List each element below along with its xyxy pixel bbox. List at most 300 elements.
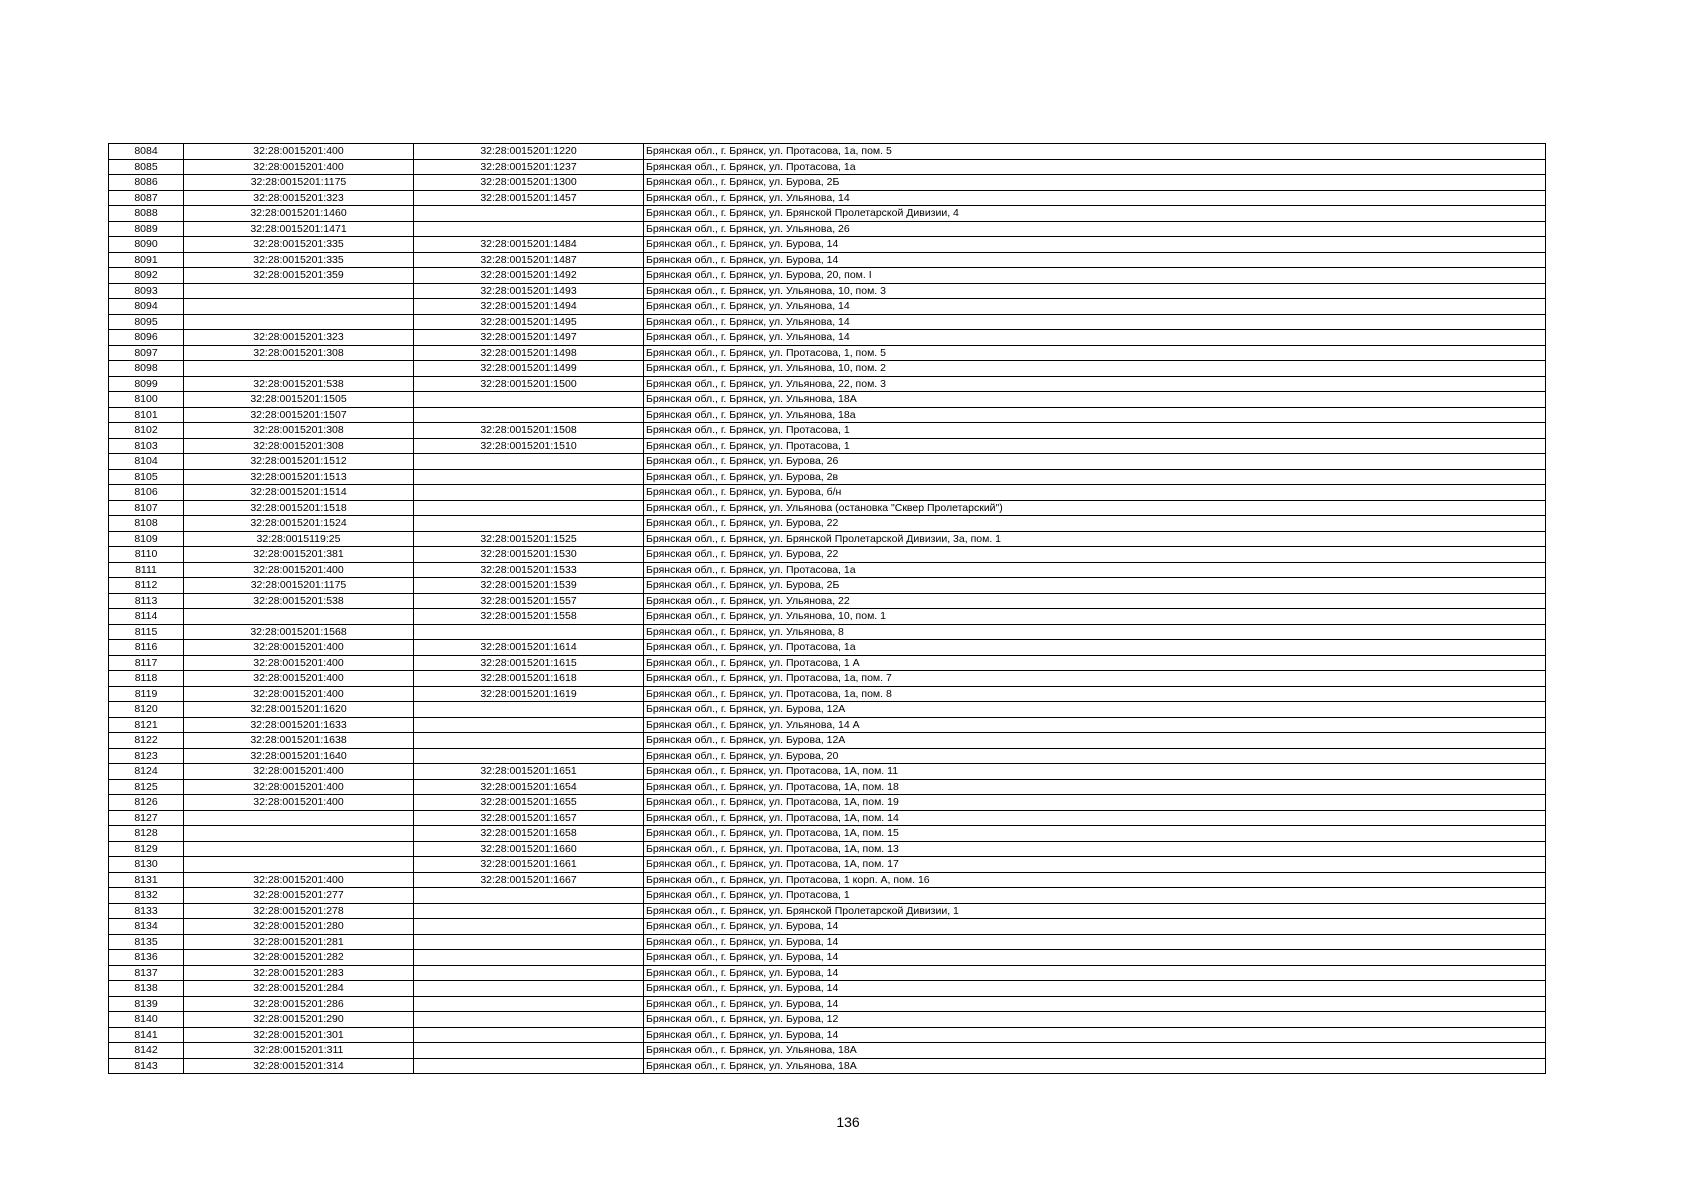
address-cell: Брянская обл., г. Брянск, ул. Бурова, 20: [644, 748, 1546, 764]
land-parcel-number-cell: 32:28:0015201:1471: [184, 221, 414, 237]
object-number-cell: [414, 1027, 644, 1043]
row-number-cell: 8120: [109, 702, 184, 718]
table-row: [109, 841, 1546, 857]
row-number-cell: 8126: [109, 795, 184, 811]
land-parcel-number-cell: 32:28:0015201:278: [184, 903, 414, 919]
address-cell: Брянская обл., г. Брянск, ул. Ульянова, 10, пом. 1: [644, 609, 1546, 625]
land-parcel-number-cell: 32:28:0015119:25: [184, 531, 414, 547]
table-row: [109, 779, 1546, 795]
table-row: [109, 996, 1546, 1012]
land-parcel-number-cell: 32:28:0015201:1175: [184, 175, 414, 191]
land-parcel-number-cell: 32:28:0015201:1620: [184, 702, 414, 718]
row-number-cell: 8131: [109, 872, 184, 888]
object-number-cell: [414, 516, 644, 532]
object-number-cell: 32:28:0015201:1300: [414, 175, 644, 191]
object-number-cell: 32:28:0015201:1651: [414, 764, 644, 780]
object-number-cell: 32:28:0015201:1525: [414, 531, 644, 547]
table-row: [109, 423, 1546, 439]
land-parcel-number-cell: 32:28:0015201:1460: [184, 206, 414, 222]
land-parcel-number-cell: 32:28:0015201:1513: [184, 469, 414, 485]
address-cell: Брянская обл., г. Брянск, ул. Протасова, 1а: [644, 159, 1546, 175]
table-row: [109, 795, 1546, 811]
object-number-cell: [414, 996, 644, 1012]
object-number-cell: [414, 485, 644, 501]
address-cell: Брянская обл., г. Брянск, ул. Брянской Пролетарской Дивизии, 1: [644, 903, 1546, 919]
land-parcel-number-cell: 32:28:0015201:1568: [184, 624, 414, 640]
row-number-cell: 8105: [109, 469, 184, 485]
table-row: [109, 376, 1546, 392]
table-row: [109, 438, 1546, 454]
row-number-cell: 8129: [109, 841, 184, 857]
row-number-cell: 8133: [109, 903, 184, 919]
object-number-cell: 32:28:0015201:1500: [414, 376, 644, 392]
object-number-cell: [414, 965, 644, 981]
address-cell: Брянская обл., г. Брянск, ул. Бурова, 2Б: [644, 175, 1546, 191]
object-number-cell: 32:28:0015201:1484: [414, 237, 644, 253]
land-parcel-number-cell: [184, 857, 414, 873]
address-cell: Брянская обл., г. Брянск, ул. Ульянова, 10, пом. 2: [644, 361, 1546, 377]
address-cell: Брянская обл., г. Брянск, ул. Протасова, 1а: [644, 640, 1546, 656]
row-number-cell: 8125: [109, 779, 184, 795]
object-number-cell: 32:28:0015201:1508: [414, 423, 644, 439]
row-number-cell: 8087: [109, 190, 184, 206]
table-row: [109, 624, 1546, 640]
row-number-cell: 8099: [109, 376, 184, 392]
land-parcel-number-cell: 32:28:0015201:323: [184, 190, 414, 206]
address-cell: Брянская обл., г. Брянск, ул. Ульянова (остановка "Сквер Пролетарский"): [644, 500, 1546, 516]
table-row: [109, 934, 1546, 950]
row-number-cell: 8101: [109, 407, 184, 423]
table-row: [109, 547, 1546, 563]
land-parcel-number-cell: 32:28:0015201:308: [184, 438, 414, 454]
address-cell: Брянская обл., г. Брянск, ул. Бурова, б/н: [644, 485, 1546, 501]
table-row: [109, 345, 1546, 361]
address-cell: Брянская обл., г. Брянск, ул. Ульянова, 14: [644, 190, 1546, 206]
row-number-cell: 8132: [109, 888, 184, 904]
row-number-cell: 8091: [109, 252, 184, 268]
table-row: [109, 748, 1546, 764]
row-number-cell: 8110: [109, 547, 184, 563]
land-parcel-number-cell: 32:28:0015201:400: [184, 562, 414, 578]
address-cell: Брянская обл., г. Брянск, ул. Ульянова, 22, пом. 3: [644, 376, 1546, 392]
address-cell: Брянская обл., г. Брянск, ул. Ульянова, 10, пом. 3: [644, 283, 1546, 299]
address-cell: Брянская обл., г. Брянск, ул. Ульянова, 18А: [644, 392, 1546, 408]
address-cell: Брянская обл., г. Брянск, ул. Ульянова, 18А: [644, 1043, 1546, 1059]
object-number-cell: [414, 950, 644, 966]
table-row: [109, 686, 1546, 702]
row-number-cell: 8115: [109, 624, 184, 640]
row-number-cell: 8116: [109, 640, 184, 656]
land-parcel-number-cell: 32:28:0015201:538: [184, 376, 414, 392]
table-row: [109, 950, 1546, 966]
address-cell: Брянская обл., г. Брянск, ул. Ульянова, 18А: [644, 1058, 1546, 1074]
land-parcel-number-cell: 32:28:0015201:282: [184, 950, 414, 966]
row-number-cell: 8118: [109, 671, 184, 687]
address-cell: Брянская обл., г. Брянск, ул. Бурова, 14: [644, 237, 1546, 253]
address-cell: Брянская обл., г. Брянск, ул. Протасова, 1: [644, 438, 1546, 454]
address-cell: Брянская обл., г. Брянск, ул. Протасова, 1, пом. 5: [644, 345, 1546, 361]
address-cell: Брянская обл., г. Брянск, ул. Бурова, 12А: [644, 733, 1546, 749]
table-row: [109, 903, 1546, 919]
land-parcel-number-cell: 32:28:0015201:400: [184, 779, 414, 795]
table-row: [109, 810, 1546, 826]
land-parcel-number-cell: 32:28:0015201:277: [184, 888, 414, 904]
land-parcel-number-cell: [184, 841, 414, 857]
row-number-cell: 8093: [109, 283, 184, 299]
object-number-cell: [414, 702, 644, 718]
row-number-cell: 8097: [109, 345, 184, 361]
table-row: [109, 919, 1546, 935]
row-number-cell: 8084: [109, 144, 184, 160]
address-cell: Брянская обл., г. Брянск, ул. Протасова, 1 корп. А, пом. 16: [644, 872, 1546, 888]
object-number-cell: [414, 206, 644, 222]
land-parcel-number-cell: 32:28:0015201:308: [184, 423, 414, 439]
address-cell: Брянская обл., г. Брянск, ул. Бурова, 14: [644, 934, 1546, 950]
object-number-cell: [414, 221, 644, 237]
object-number-cell: 32:28:0015201:1539: [414, 578, 644, 594]
table-row: [109, 454, 1546, 470]
land-parcel-number-cell: 32:28:0015201:1640: [184, 748, 414, 764]
table-row: [109, 872, 1546, 888]
object-number-cell: 32:28:0015201:1495: [414, 314, 644, 330]
table-row: [109, 175, 1546, 191]
row-number-cell: 8089: [109, 221, 184, 237]
address-cell: Брянская обл., г. Брянск, ул. Протасова, 1А, пом. 18: [644, 779, 1546, 795]
row-number-cell: 8095: [109, 314, 184, 330]
table-row: [109, 330, 1546, 346]
object-number-cell: [414, 392, 644, 408]
row-number-cell: 8128: [109, 826, 184, 842]
table-row: [109, 469, 1546, 485]
row-number-cell: 8143: [109, 1058, 184, 1074]
row-number-cell: 8121: [109, 717, 184, 733]
land-parcel-number-cell: 32:28:0015201:538: [184, 593, 414, 609]
address-cell: Брянская обл., г. Брянск, ул. Протасова, 1А, пом. 15: [644, 826, 1546, 842]
land-parcel-number-cell: 32:28:0015201:311: [184, 1043, 414, 1059]
row-number-cell: 8134: [109, 919, 184, 935]
object-number-cell: 32:28:0015201:1615: [414, 655, 644, 671]
address-cell: Брянская обл., г. Брянск, ул. Бурова, 22: [644, 516, 1546, 532]
address-cell: Брянская обл., г. Брянск, ул. Бурова, 14: [644, 965, 1546, 981]
land-parcel-number-cell: 32:28:0015201:323: [184, 330, 414, 346]
address-cell: Брянская обл., г. Брянск, ул. Ульянова, 14 А: [644, 717, 1546, 733]
table-row: [109, 190, 1546, 206]
row-number-cell: 8098: [109, 361, 184, 377]
object-number-cell: 32:28:0015201:1497: [414, 330, 644, 346]
table-row: [109, 283, 1546, 299]
object-number-cell: 32:28:0015201:1658: [414, 826, 644, 842]
page-number: 136: [836, 1114, 860, 1130]
address-cell: Брянская обл., г. Брянск, ул. Протасова, 1А, пом. 14: [644, 810, 1546, 826]
object-number-cell: [414, 500, 644, 516]
land-parcel-number-cell: 32:28:0015201:1175: [184, 578, 414, 594]
land-parcel-number-cell: 32:28:0015201:400: [184, 144, 414, 160]
table-row: [109, 159, 1546, 175]
object-number-cell: 32:28:0015201:1492: [414, 268, 644, 284]
land-parcel-number-cell: 32:28:0015201:335: [184, 252, 414, 268]
object-number-cell: 32:28:0015201:1655: [414, 795, 644, 811]
land-parcel-number-cell: 32:28:0015201:283: [184, 965, 414, 981]
object-number-cell: 32:28:0015201:1661: [414, 857, 644, 873]
object-number-cell: 32:28:0015201:1654: [414, 779, 644, 795]
object-number-cell: 32:28:0015201:1619: [414, 686, 644, 702]
row-number-cell: 8123: [109, 748, 184, 764]
table-row: [109, 717, 1546, 733]
object-number-cell: [414, 624, 644, 640]
address-cell: Брянская обл., г. Брянск, ул. Ульянова, 26: [644, 221, 1546, 237]
table-row: [109, 314, 1546, 330]
object-number-cell: [414, 733, 644, 749]
row-number-cell: 8102: [109, 423, 184, 439]
address-cell: Брянская обл., г. Брянск, ул. Бурова, 2в: [644, 469, 1546, 485]
address-cell: Брянская обл., г. Брянск, ул. Брянской Пролетарской Дивизии, 4: [644, 206, 1546, 222]
table-row: [109, 888, 1546, 904]
row-number-cell: 8085: [109, 159, 184, 175]
address-cell: Брянская обл., г. Брянск, ул. Бурова, 20, пом. I: [644, 268, 1546, 284]
row-number-cell: 8107: [109, 500, 184, 516]
object-number-cell: [414, 981, 644, 997]
object-number-cell: 32:28:0015201:1510: [414, 438, 644, 454]
address-cell: Брянская обл., г. Брянск, ул. Протасова, 1а, пом. 7: [644, 671, 1546, 687]
address-cell: Брянская обл., г. Брянск, ул. Бурова, 2Б: [644, 578, 1546, 594]
address-cell: Брянская обл., г. Брянск, ул. Ульянова, 14: [644, 299, 1546, 315]
address-cell: Брянская обл., г. Брянск, ул. Бурова, 12А: [644, 702, 1546, 718]
land-parcel-number-cell: 32:28:0015201:400: [184, 640, 414, 656]
land-parcel-number-cell: 32:28:0015201:1524: [184, 516, 414, 532]
row-number-cell: 8108: [109, 516, 184, 532]
address-cell: Брянская обл., г. Брянск, ул. Протасова, 1а: [644, 562, 1546, 578]
address-cell: Брянская обл., г. Брянск, ул. Протасова, 1А, пом. 11: [644, 764, 1546, 780]
table-row: [109, 1027, 1546, 1043]
land-parcel-number-cell: 32:28:0015201:400: [184, 655, 414, 671]
row-number-cell: 8117: [109, 655, 184, 671]
land-parcel-number-cell: [184, 361, 414, 377]
table-row: [109, 640, 1546, 656]
object-number-cell: [414, 1043, 644, 1059]
address-cell: Брянская обл., г. Брянск, ул. Протасова, 1а, пом. 8: [644, 686, 1546, 702]
land-parcel-number-cell: 32:28:0015201:286: [184, 996, 414, 1012]
table-row: [109, 733, 1546, 749]
table-row: [109, 1058, 1546, 1074]
object-number-cell: 32:28:0015201:1493: [414, 283, 644, 299]
object-number-cell: 32:28:0015201:1530: [414, 547, 644, 563]
address-cell: Брянская обл., г. Брянск, ул. Протасова, 1: [644, 423, 1546, 439]
land-parcel-number-cell: 32:28:0015201:400: [184, 671, 414, 687]
table-row: [109, 578, 1546, 594]
row-number-cell: 8122: [109, 733, 184, 749]
row-number-cell: 8138: [109, 981, 184, 997]
land-parcel-number-cell: [184, 826, 414, 842]
row-number-cell: 8104: [109, 454, 184, 470]
object-number-cell: [414, 469, 644, 485]
object-number-cell: [414, 454, 644, 470]
land-parcel-number-cell: 32:28:0015201:400: [184, 764, 414, 780]
address-cell: Брянская обл., г. Брянск, ул. Протасова, 1: [644, 888, 1546, 904]
address-cell: Брянская обл., г. Брянск, ул. Ульянова, 8: [644, 624, 1546, 640]
row-number-cell: 8137: [109, 965, 184, 981]
table-row: [109, 392, 1546, 408]
table-row: [109, 407, 1546, 423]
object-number-cell: 32:28:0015201:1558: [414, 609, 644, 625]
table-row: [109, 562, 1546, 578]
row-number-cell: 8135: [109, 934, 184, 950]
address-cell: Брянская обл., г. Брянск, ул. Ульянова, 18а: [644, 407, 1546, 423]
object-number-cell: [414, 934, 644, 950]
table-row: [109, 206, 1546, 222]
table-row: [109, 237, 1546, 253]
object-number-cell: [414, 888, 644, 904]
row-number-cell: 8088: [109, 206, 184, 222]
table-row: [109, 144, 1546, 160]
object-number-cell: 32:28:0015201:1220: [414, 144, 644, 160]
address-cell: Брянская обл., г. Брянск, ул. Протасова, 1А, пом. 19: [644, 795, 1546, 811]
address-cell: Брянская обл., г. Брянск, ул. Бурова, 14: [644, 950, 1546, 966]
row-number-cell: 8127: [109, 810, 184, 826]
object-number-cell: [414, 748, 644, 764]
row-number-cell: 8141: [109, 1027, 184, 1043]
row-number-cell: 8113: [109, 593, 184, 609]
row-number-cell: 8112: [109, 578, 184, 594]
land-parcel-number-cell: 32:28:0015201:335: [184, 237, 414, 253]
object-number-cell: 32:28:0015201:1618: [414, 671, 644, 687]
address-cell: Брянская обл., г. Брянск, ул. Бурова, 14: [644, 1027, 1546, 1043]
object-number-cell: [414, 919, 644, 935]
table-row: [109, 965, 1546, 981]
land-parcel-number-cell: 32:28:0015201:281: [184, 934, 414, 950]
table-row: [109, 655, 1546, 671]
table-row: [109, 671, 1546, 687]
row-number-cell: 8106: [109, 485, 184, 501]
table-row: [109, 221, 1546, 237]
address-cell: Брянская обл., г. Брянск, ул. Бурова, 14: [644, 252, 1546, 268]
land-parcel-number-cell: 32:28:0015201:400: [184, 159, 414, 175]
land-parcel-number-cell: [184, 283, 414, 299]
registry-table-body: [109, 144, 1546, 1074]
table-row: [109, 500, 1546, 516]
table-row: [109, 609, 1546, 625]
object-number-cell: 32:28:0015201:1533: [414, 562, 644, 578]
object-number-cell: 32:28:0015201:1557: [414, 593, 644, 609]
land-parcel-number-cell: [184, 299, 414, 315]
row-number-cell: 8130: [109, 857, 184, 873]
land-parcel-number-cell: [184, 609, 414, 625]
land-parcel-number-cell: [184, 810, 414, 826]
table-row: [109, 593, 1546, 609]
registry-table: [108, 143, 1546, 1074]
table-row: [109, 299, 1546, 315]
table-row: [109, 1043, 1546, 1059]
land-parcel-number-cell: 32:28:0015201:1633: [184, 717, 414, 733]
table-row: [109, 361, 1546, 377]
land-parcel-number-cell: 32:28:0015201:1512: [184, 454, 414, 470]
land-parcel-number-cell: [184, 314, 414, 330]
address-cell: Брянская обл., г. Брянск, ул. Бурова, 12: [644, 1012, 1546, 1028]
row-number-cell: 8136: [109, 950, 184, 966]
address-cell: Брянская обл., г. Брянск, ул. Бурова, 14: [644, 919, 1546, 935]
table-row: [109, 531, 1546, 547]
land-parcel-number-cell: 32:28:0015201:400: [184, 872, 414, 888]
object-number-cell: 32:28:0015201:1667: [414, 872, 644, 888]
land-parcel-number-cell: 32:28:0015201:400: [184, 795, 414, 811]
object-number-cell: [414, 407, 644, 423]
object-number-cell: [414, 1058, 644, 1074]
land-parcel-number-cell: 32:28:0015201:1638: [184, 733, 414, 749]
object-number-cell: 32:28:0015201:1499: [414, 361, 644, 377]
row-number-cell: 8142: [109, 1043, 184, 1059]
row-number-cell: 8119: [109, 686, 184, 702]
object-number-cell: 32:28:0015201:1494: [414, 299, 644, 315]
land-parcel-number-cell: 32:28:0015201:381: [184, 547, 414, 563]
row-number-cell: 8096: [109, 330, 184, 346]
table-row: [109, 485, 1546, 501]
row-number-cell: 8103: [109, 438, 184, 454]
table-row: [109, 1012, 1546, 1028]
land-parcel-number-cell: 32:28:0015201:314: [184, 1058, 414, 1074]
land-parcel-number-cell: 32:28:0015201:301: [184, 1027, 414, 1043]
row-number-cell: 8086: [109, 175, 184, 191]
object-number-cell: 32:28:0015201:1660: [414, 841, 644, 857]
table-row: [109, 826, 1546, 842]
row-number-cell: 8114: [109, 609, 184, 625]
row-number-cell: 8094: [109, 299, 184, 315]
address-cell: Брянская обл., г. Брянск, ул. Бурова, 14: [644, 996, 1546, 1012]
row-number-cell: 8109: [109, 531, 184, 547]
object-number-cell: 32:28:0015201:1498: [414, 345, 644, 361]
table-row: [109, 516, 1546, 532]
table-row: [109, 268, 1546, 284]
object-number-cell: 32:28:0015201:1487: [414, 252, 644, 268]
address-cell: Брянская обл., г. Брянск, ул. Ульянова, 14: [644, 314, 1546, 330]
row-number-cell: 8092: [109, 268, 184, 284]
object-number-cell: [414, 903, 644, 919]
table-row: [109, 252, 1546, 268]
address-cell: Брянская обл., г. Брянск, ул. Протасова, 1а, пом. 5: [644, 144, 1546, 160]
table-row: [109, 702, 1546, 718]
address-cell: Брянская обл., г. Брянск, ул. Бурова, 26: [644, 454, 1546, 470]
object-number-cell: 32:28:0015201:1614: [414, 640, 644, 656]
row-number-cell: 8139: [109, 996, 184, 1012]
address-cell: Брянская обл., г. Брянск, ул. Протасова, 1А, пом. 13: [644, 841, 1546, 857]
address-cell: Брянская обл., г. Брянск, ул. Ульянова, 14: [644, 330, 1546, 346]
land-parcel-number-cell: 32:28:0015201:308: [184, 345, 414, 361]
land-parcel-number-cell: 32:28:0015201:290: [184, 1012, 414, 1028]
row-number-cell: 8090: [109, 237, 184, 253]
address-cell: Брянская обл., г. Брянск, ул. Брянской Пролетарской Дивизии, 3а, пом. 1: [644, 531, 1546, 547]
row-number-cell: 8111: [109, 562, 184, 578]
address-cell: Брянская обл., г. Брянск, ул. Протасова, 1А, пом. 17: [644, 857, 1546, 873]
row-number-cell: 8124: [109, 764, 184, 780]
land-parcel-number-cell: 32:28:0015201:1514: [184, 485, 414, 501]
land-parcel-number-cell: 32:28:0015201:280: [184, 919, 414, 935]
address-cell: Брянская обл., г. Брянск, ул. Ульянова, 22: [644, 593, 1546, 609]
table-row: [109, 764, 1546, 780]
row-number-cell: 8140: [109, 1012, 184, 1028]
land-parcel-number-cell: 32:28:0015201:284: [184, 981, 414, 997]
land-parcel-number-cell: 32:28:0015201:400: [184, 686, 414, 702]
address-cell: Брянская обл., г. Брянск, ул. Протасова, 1 А: [644, 655, 1546, 671]
table-row: [109, 981, 1546, 997]
table-row: [109, 857, 1546, 873]
row-number-cell: 8100: [109, 392, 184, 408]
address-cell: Брянская обл., г. Брянск, ул. Бурова, 22: [644, 547, 1546, 563]
object-number-cell: [414, 1012, 644, 1028]
object-number-cell: 32:28:0015201:1237: [414, 159, 644, 175]
land-parcel-number-cell: 32:28:0015201:359: [184, 268, 414, 284]
land-parcel-number-cell: 32:28:0015201:1518: [184, 500, 414, 516]
object-number-cell: 32:28:0015201:1657: [414, 810, 644, 826]
object-number-cell: 32:28:0015201:1457: [414, 190, 644, 206]
land-parcel-number-cell: 32:28:0015201:1505: [184, 392, 414, 408]
